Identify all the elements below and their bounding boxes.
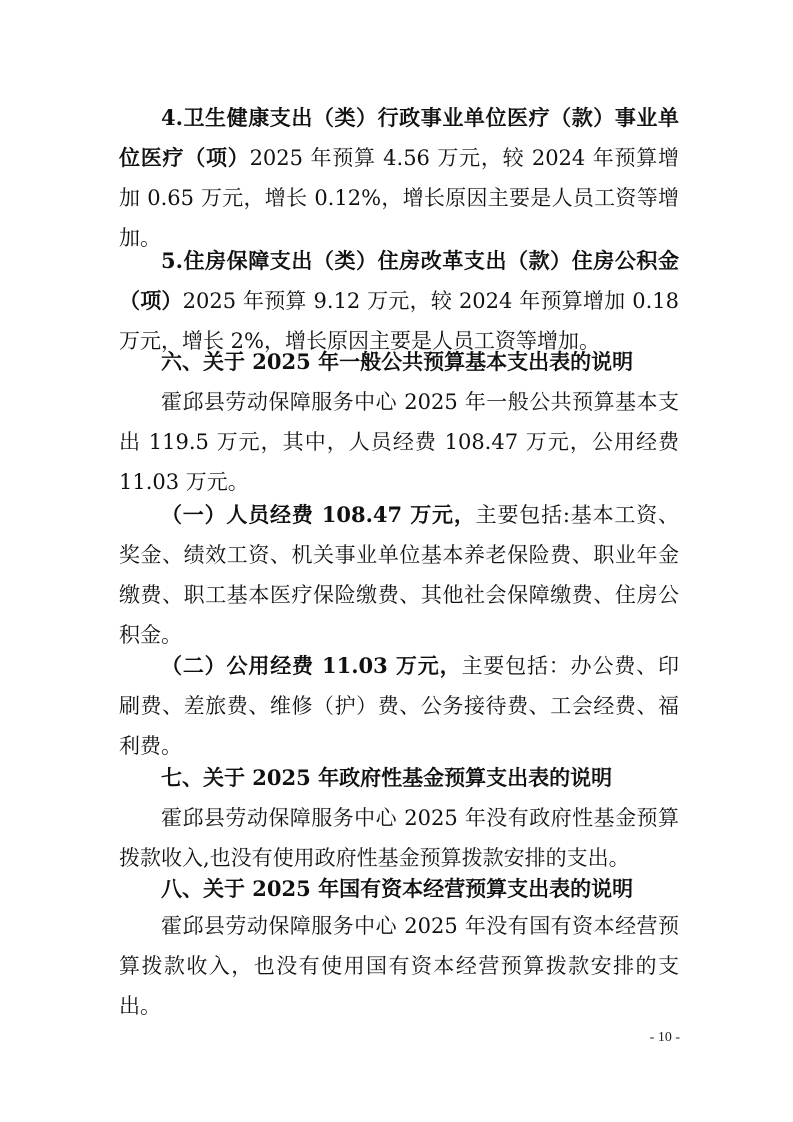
section-7-body: 霍邱县劳动保障服务中心 2025 年没有政府性基金预算拨款收入,也没有使用政府性基金预算拨款安排的支出。 <box>119 806 679 870</box>
section-6-body: 霍邱县劳动保障服务中心 2025 年一般公共预算基本支出 119.5 万元，其中，人员经费 108.47 万元，公用经费 11.03 万元。 <box>119 390 679 494</box>
section-7-heading: 七、关于 2025 年政府性基金预算支出表的说明 <box>161 765 613 790</box>
item-5-text: 2025 年预算 9.12 万元，较 2024 年预算增加 0.18 万元，增长 2%，增长原因主要是人员工资等增加。 <box>119 289 680 353</box>
personnel-text: 主要包括:基本工资、奖金、绩效工资、机关事业单位基本养老保险费、职业年金缴费、职工基本医疗保险缴费、其他社会保障缴费、住房公积金。 <box>119 503 679 647</box>
personnel-title: （一）人员经费 108.47 万元， <box>161 502 476 527</box>
item-4-text: 2025 年预算 4.56 万元，较 2024 年预算增加 0.65 万元，增长 0.12%，增长原因主要是人员工资等增加。 <box>119 146 679 250</box>
section-6-personnel-paragraph <box>119 495 679 655</box>
section-8-heading: 八、关于 2025 年国有资本经营预算支出表的说明 <box>161 876 634 901</box>
paragraph-item-4 <box>119 98 679 258</box>
public-text: 主要包括：办公费、印刷费、差旅费、维修（护）费、公务接待费、工会经费、福利费。 <box>119 654 679 758</box>
public-title: （二）公用经费 11.03 万元， <box>161 653 462 678</box>
section-8-body: 霍邱县劳动保障服务中心 2025 年没有国有资本经营预算拨款收入，也没有使用国有资本经营预算拨款安排的支出。 <box>119 914 679 1018</box>
page-number: - 10 - <box>649 1030 680 1045</box>
section-6-heading: 六、关于 2025 年一般公共预算基本支出表的说明 <box>161 349 634 374</box>
item-4-title: 4.卫生健康支出（类）行政事业单位医疗（款）事业单位医疗（项） <box>119 105 679 170</box>
item-5-title: 5.住房保障支出（类）住房改革支出（款）住房公积金（项） <box>119 248 679 313</box>
section-6-public-paragraph <box>119 646 679 766</box>
